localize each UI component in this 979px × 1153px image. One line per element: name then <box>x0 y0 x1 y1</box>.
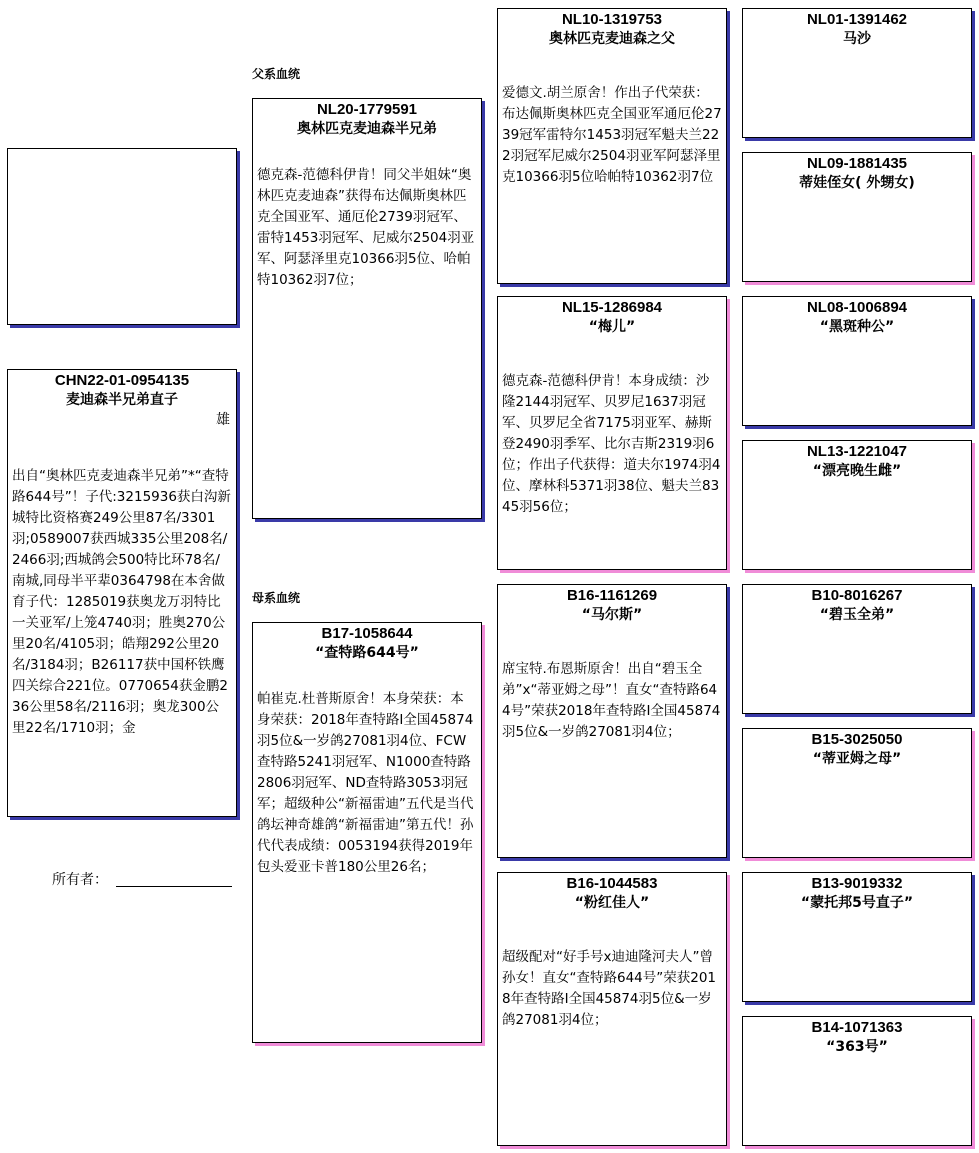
dam-card <box>252 622 482 1043</box>
great-grandparent-card <box>742 152 972 282</box>
subject-sex: 雄 <box>216 412 230 428</box>
paternal-label: 父系血统 <box>252 67 301 81</box>
great-grandparent-name: 蒂娃侄女( 外甥女) <box>799 175 915 191</box>
great-grandparent-name: “363号” <box>826 1039 888 1055</box>
great-grandparent-ring: NL08-1006894 <box>806 299 908 316</box>
maternal-grandsire-name: “马尔斯” <box>581 607 643 623</box>
maternal-grandsire-ring: B16-1161269 <box>566 587 658 604</box>
great-grandparent-name: “碧玉全弟” <box>819 607 895 623</box>
great-grandparent-ring: B15-3025050 <box>811 731 903 748</box>
paternal-grandsire-description: 爱德文.胡兰原舍！作出子代荣获：布达佩斯奥林匹克全国亚军通厄伦2739冠军雷特尔1453羽冠军魁夫兰222羽冠军尼威尔2504羽亚军阿瑟泽里克10366羽5位哈帕特10362羽7位 <box>502 85 722 185</box>
dam-ring: B17-1058644 <box>321 625 413 642</box>
maternal-granddam-card <box>497 872 727 1146</box>
great-grandparent-card <box>742 1016 972 1146</box>
paternal-grandsire-ring: NL10-1319753 <box>561 11 663 28</box>
maternal-granddam-ring: B16-1044583 <box>566 875 658 892</box>
sire-name: 奥林匹克麦迪森半兄弟 <box>297 121 437 137</box>
sire-ring: NL20-1779591 <box>316 101 418 118</box>
great-grandparent-ring: B13-9019332 <box>811 875 903 892</box>
subject-card <box>7 369 237 817</box>
great-grandparent-name: “蒙托邦5号直子” <box>800 895 914 911</box>
great-grandparent-ring: NL01-1391462 <box>806 11 908 28</box>
great-grandparent-card <box>742 296 972 426</box>
dam-description: 帕崔克.杜普斯原舍！本身荣获：本身荣获：2018年查特路I全国45874羽5位&一岁鸽27081羽4位、FCW查特路5241羽冠军、N1000查特路2806羽冠军、ND查特路3053羽冠军；超级种公“新福雷迪”五代是当代鸽坛神奇雄鸽“新福雷迪”第五代！孙代代表成绩：0053194获得2019年包头爱亚卡普180公里26名； <box>257 691 474 875</box>
maternal-granddam-name: “粉红佳人” <box>574 895 650 911</box>
sire-description: 德克森-范德科伊肯！同父半姐妹“奥林匹克麦迪森”获得布达佩斯奥林匹克全国亚军、通厄伦2739羽冠军、雷特1453羽冠军、尼威尔2504羽亚军、阿瑟泽里克10366羽5位、哈帕特10362羽7位； <box>257 167 475 288</box>
maternal-label: 母系血统 <box>252 591 301 605</box>
great-grandparent-card <box>742 440 972 570</box>
great-grandparent-name: 马沙 <box>843 31 871 47</box>
maternal-grandsire-description: 席宝特.布恩斯原舍！出自“碧玉全弟”x“蒂亚姆之母”！直女“查特路644号”荣获2018年查特路I全国45874羽5位&一岁鸽27081羽4位； <box>502 661 721 740</box>
paternal-grandsire-name: 奥林匹克麦迪森之父 <box>549 31 675 47</box>
paternal-grandsire-card <box>497 8 727 284</box>
great-grandparent-card <box>742 728 972 858</box>
great-grandparent-name: “蒂亚姆之母” <box>812 751 902 767</box>
maternal-grandsire-card <box>497 584 727 858</box>
great-grandparent-ring: B10-8016267 <box>811 587 903 604</box>
great-grandparent-card <box>742 8 972 138</box>
subject-description: 出自“奥林匹克麦迪森半兄弟”*“查特路644号”！子代:3215936获白沟新城特比资格赛249公里87名/3301羽;0589007获西城335公里208名/2466羽;西城鸽会500特比环78名/南城,同母半平辈0364798在本舍做育子代：1285019获奥龙万羽特比一关亚军/上笼4740羽；胜奥270公里20名/4105羽；皓翔292公里20名/3184羽；B26117获中国杯铁鹰四关综合221位。0770654获金鹏236公里58名/2116羽；奥龙300公里22名/1710羽；金 <box>12 468 231 736</box>
subject-name: 麦迪森半兄弟直子 <box>66 392 178 408</box>
sire-card <box>252 98 482 519</box>
great-grandparent-name: “漂亮晚生雌” <box>812 463 902 479</box>
owner-label: 所有者： <box>52 872 108 888</box>
great-grandparent-card <box>742 584 972 714</box>
great-grandparent-ring: NL09-1881435 <box>806 155 908 172</box>
great-grandparent-ring: NL13-1221047 <box>806 443 908 460</box>
owner-field[interactable] <box>116 870 232 887</box>
paternal-granddam-name: “梅儿” <box>588 319 636 335</box>
maternal-granddam-description: 超级配对“好手号x迪迪隆河夫人”曾孙女！直女“查特路644号”荣获2018年查特路I全国45874羽5位&一岁鸽27081羽4位； <box>502 949 717 1028</box>
great-grandparent-name: “黑斑种公” <box>819 319 895 335</box>
subject-ring: CHN22-01-0954135 <box>54 372 190 389</box>
dam-name: “查特路644号” <box>315 645 419 661</box>
paternal-granddam-card <box>497 296 727 570</box>
great-grandparent-ring: B14-1071363 <box>811 1019 903 1036</box>
photo-placeholder <box>7 148 237 325</box>
great-grandparent-card <box>742 872 972 1002</box>
paternal-granddam-description: 德克森-范德科伊肯！本身成绩：沙隆2144羽冠军、贝罗尼1637羽冠军、贝罗尼全省7175羽亚军、赫斯登2490羽季军、比尔吉斯2319羽6位；作出子代获得：道夫尔1974羽4位、摩林科5371羽38位、魁夫兰8345羽56位； <box>502 373 721 515</box>
paternal-granddam-ring: NL15-1286984 <box>561 299 663 316</box>
